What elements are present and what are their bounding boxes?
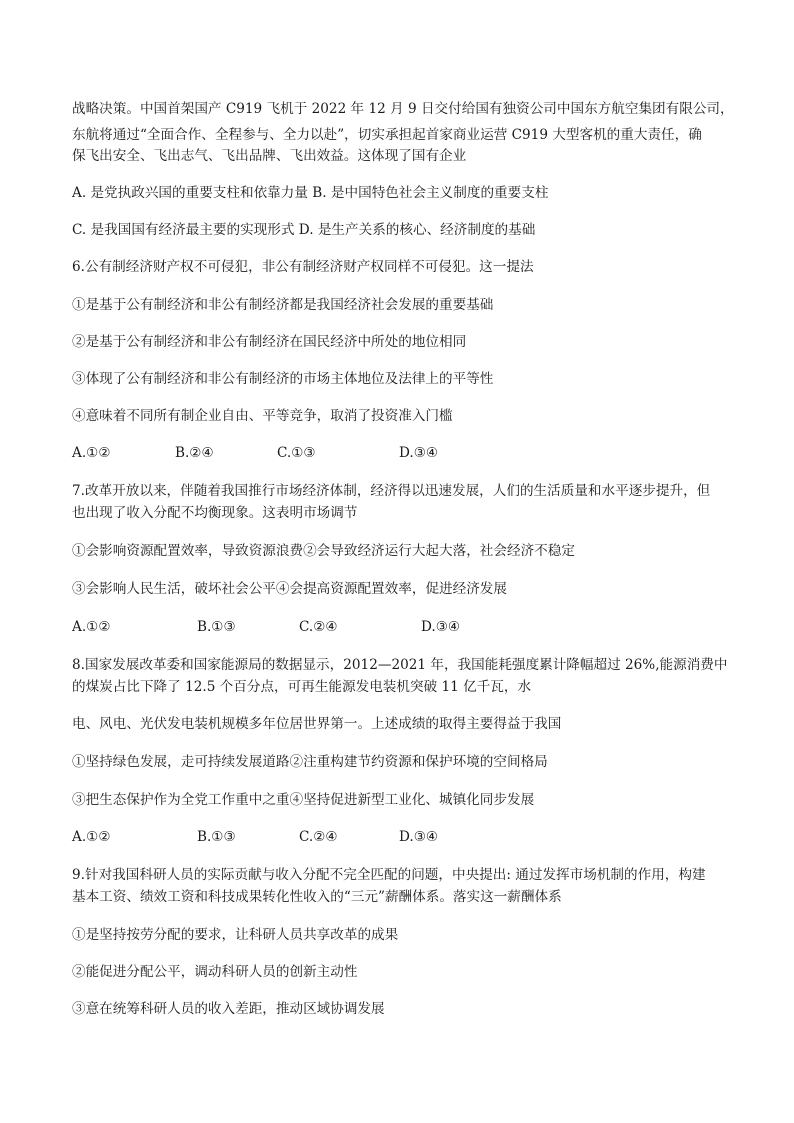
q6-choice-c: C.①③ — [277, 445, 316, 461]
q9-statement-3: ③意在统筹科研人员的收入差距，推动区域协调发展 — [72, 1001, 385, 1017]
q9-stem-line-1: 9.针对我国科研人员的实际贡献与收入分配不完全匹配的问题，中央提出: 通过发挥市场机制的作用，构建 — [72, 867, 706, 883]
q8-choice-c: C.②④ — [299, 829, 338, 845]
q8-stem-line-1: 8.国家发展改革委和国家能源局的数据显示，2012—2021 年，我国能耗强度累计降幅超过 26%,能源消费中 — [72, 657, 728, 673]
q7-choice-a: A.①② — [72, 619, 111, 635]
q7-choice-b: B.①③ — [197, 619, 236, 635]
q8-statement-34: ③把生态保护作为全党工作重中之重④坚持促进新型工业化、城镇化同步发展 — [72, 792, 535, 808]
q7-choice-c: C.②④ — [299, 619, 338, 635]
q9-statement-2: ②能促进分配公平，调动科研人员的创新主动性 — [72, 964, 358, 980]
q5-options-ab: A. 是党执政兴国的重要支柱和依靠力量 B. 是中国特色社会主义制度的重要支柱 — [72, 185, 549, 201]
q5-stem-line-1: 战略决策。中国首架国产 C919 飞机于 2022 年 12 月 9 日交付给国有独资公司中国东方航空集团有限公司， — [72, 101, 734, 117]
q7-statement-12: ①会影响资源配置效率，导致资源浪费②会导致经济运行大起大落，社会经济不稳定 — [72, 543, 575, 559]
q7-statement-34: ③会影响人民生活，破坏社会公平④会提高资源配置效率，促进经济发展 — [72, 581, 507, 597]
q8-statement-12: ①坚持绿色发展，走可持续发展道路②注重构建节约资源和保护环境的空间格局 — [72, 754, 548, 770]
q8-choice-b: B.①③ — [197, 829, 236, 845]
q8-choice-d: D.③④ — [399, 829, 439, 845]
q6-statement-2: ②是基于公有制经济和非公有制经济在国民经济中所处的地位相同 — [72, 334, 467, 350]
q6-statement-4: ④意味着不同所有制企业自由、平等竞争，取消了投资准入门槛 — [72, 408, 453, 424]
q7-choice-d: D.③④ — [421, 619, 461, 635]
q6-statement-3: ③体现了公有制经济和非公有制经济的市场主体地位及法律上的平等性 — [72, 371, 494, 387]
q6-choice-d: D.③④ — [399, 445, 439, 461]
q7-stem-line-2: 也出现了收入分配不均衡现象。这表明市场调节 — [72, 505, 358, 521]
q7-stem-line-1: 7.改革开放以来，伴随着我国推行市场经济体制，经济得以迅速发展，人们的生活质量和水平逐步提升，但 — [72, 483, 711, 499]
q5-stem-line-2: 东航将通过“全面合作、全程参与、全力以赴”，切实承担起首家商业运营 C919 大型客机的重大责任，确 — [72, 127, 702, 143]
q9-statement-1: ①是坚持按劳分配的要求，让科研人员共享改革的成果 — [72, 927, 399, 943]
q6-choice-a: A.①② — [72, 445, 111, 461]
q5-options-cd: C. 是我国国有经济最主要的实现形式 D. 是生产关系的核心、经济制度的基础 — [72, 222, 536, 238]
q8-choice-a: A.①② — [72, 829, 111, 845]
q9-stem-line-2: 基本工资、绩效工资和科技成果转化性收入的“三元”薪酬体系。落实这一薪酬体系 — [72, 889, 562, 905]
q8-stem-line-2: 的煤炭占比下降了 12.5 个百分点，可再生能源发电装机突破 11 亿千瓦，水 — [72, 679, 532, 695]
q6-stem: 6.公有制经济财产权不可侵犯，非公有制经济财产权同样不可侵犯。这一提法 — [72, 259, 534, 275]
q5-stem-line-3: 保飞出安全、飞出志气、飞出品牌、飞出效益。这体现了国有企业 — [72, 148, 467, 164]
q8-stem-line-3: 电、风电、光伏发电装机规模多年位居世界第一。上述成绩的取得主要得益于我国 — [72, 716, 562, 732]
q6-choice-b: B.②④ — [175, 445, 214, 461]
q6-statement-1: ①是基于公有制经济和非公有制经济都是我国经济社会发展的重要基础 — [72, 297, 494, 313]
